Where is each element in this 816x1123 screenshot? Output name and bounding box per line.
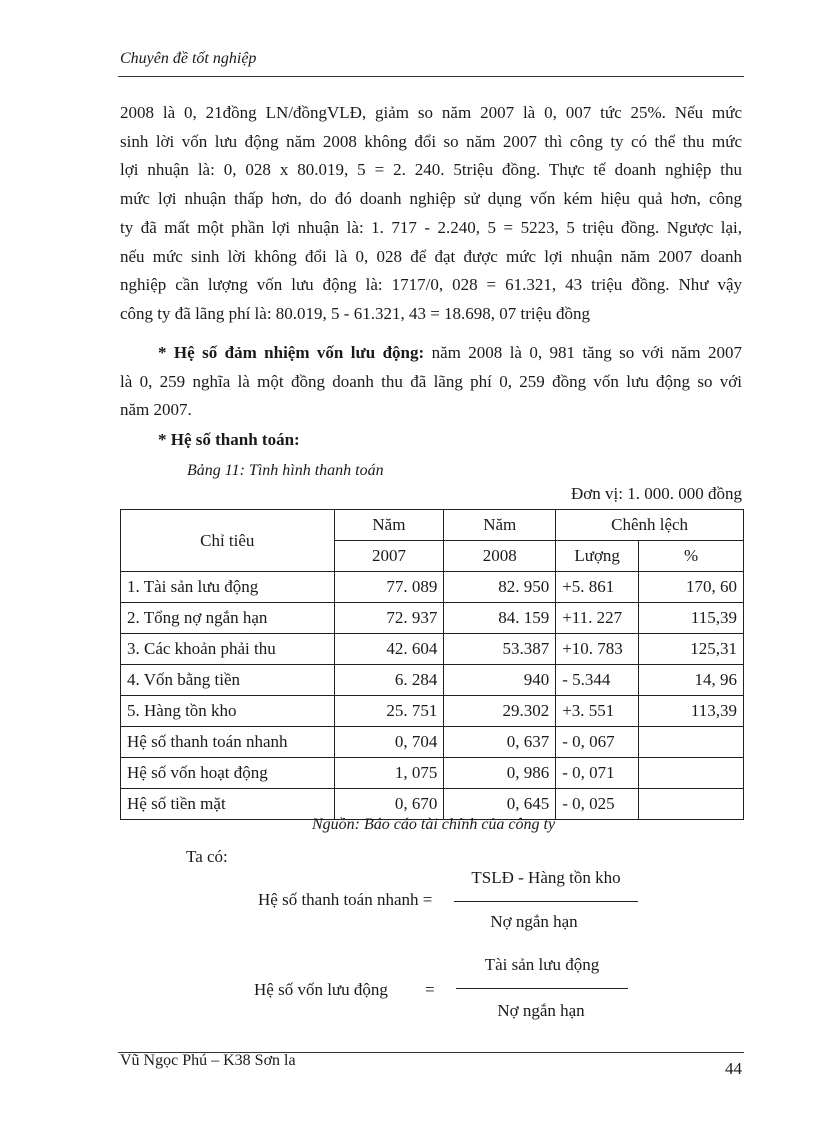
row-label: Hệ số thanh toán nhanh: [121, 727, 335, 758]
header-year-2007-value: 2007: [334, 541, 444, 572]
cell-2008: 84. 159: [444, 603, 556, 634]
unit-label: Đơn vị: 1. 000. 000 đồng: [571, 484, 742, 503]
paragraph-line: ty đã mất một phần lợi nhuận là: 1. 717 - 2.240, 5 = 5223, 5 triệu đồng. Ngược lại,: [120, 217, 742, 237]
row-label: Hệ số tiền mặt: [121, 789, 335, 820]
cell-2007: 72. 937: [334, 603, 444, 634]
row-label: 4. Vốn bằng tiền: [121, 665, 335, 696]
cell-2008: 82. 950: [444, 572, 556, 603]
cell-2007: 0, 670: [334, 789, 444, 820]
cell-2007: 0, 704: [334, 727, 444, 758]
cell-2007: 77. 089: [334, 572, 444, 603]
table-row: [121, 634, 744, 665]
cell-amount: +5. 861: [556, 572, 639, 603]
header-indicator: Chỉ tiêu: [121, 510, 335, 572]
row-label: 1. Tài sản lưu động: [121, 572, 335, 603]
table-caption: Bảng 11: Tình hình thanh toán: [187, 462, 384, 479]
row-label: Hệ số vốn hoạt động: [121, 758, 335, 789]
cell-amount: - 0, 067: [556, 727, 639, 758]
header-divider: [118, 76, 744, 77]
cell-2008: 29.302: [444, 696, 556, 727]
formula-working-capital-numerator: Tài sản lưu động: [484, 955, 600, 974]
cell-amount: +11. 227: [556, 603, 639, 634]
page-number: 44: [725, 1059, 742, 1078]
cell-amount: - 5.344: [556, 665, 639, 696]
cell-percent: [639, 789, 744, 820]
cell-2008: 0, 986: [444, 758, 556, 789]
cell-percent: 113,39: [639, 696, 744, 727]
header-percent: %: [639, 541, 744, 572]
paragraph-line: nghiệp cần lượng vốn lưu động là: 1717/0, 028 = 61.321, 43 triệu đồng. Như vậy: [120, 275, 742, 295]
formula-quick-ratio-denominator: Nợ ngắn hạn: [490, 912, 578, 931]
bold-lead: * Hệ số đảm nhiệm vốn lưu động:: [158, 343, 425, 362]
paragraph-line: mức lợi nhuận thấp hơn, do đó doanh nghiệp sử dụng vốn kém hiệu quả hơn, công: [120, 189, 742, 209]
row-label: 3. Các khoản phải thu: [121, 634, 335, 665]
footer-author: Vũ Ngọc Phú – K38 Sơn la: [120, 1052, 296, 1069]
table-row: [121, 603, 744, 634]
paragraph-line: nếu mức sinh lời không đổi là 0, 028 để đạt được mức lợi nhuận năm 2007 doanh: [120, 246, 742, 266]
formula-working-capital-denominator: Nợ ngắn hạn: [497, 1001, 585, 1020]
paragraph-line: 2008 là 0, 21đồng LN/đồngVLĐ, giảm so năm 2007 là 0, 007 tức 25%. Nếu mức: [120, 103, 742, 122]
table-row: [121, 727, 744, 758]
formula-quick-ratio-fraction-bar: [454, 901, 638, 902]
formula-working-capital-equals: =: [425, 980, 435, 999]
table-row: [121, 572, 744, 603]
paragraph-line: sinh lời vốn lưu động năm 2008 không đổi so năm 2007 thì công ty có thể thu mức: [120, 131, 742, 151]
cell-amount: +10. 783: [556, 634, 639, 665]
payment-status-table: [120, 509, 744, 820]
cell-2007: 1, 075: [334, 758, 444, 789]
formula-quick-ratio-lhs: Hệ số thanh toán nhanh =: [258, 890, 433, 909]
paragraph-capital-efficiency: [120, 99, 742, 329]
formula-quick-ratio-numerator: TSLĐ - Hàng tồn kho: [471, 868, 621, 887]
paragraph-line: lợi nhuận là: 0, 028 x 80.019, 5 = 2. 240. 5triệu đồng. Thực tế doanh nghiệp thu: [120, 160, 742, 180]
cell-2008: 53.387: [444, 634, 556, 665]
row-label: 2. Tổng nợ ngắn hạn: [121, 603, 335, 634]
paragraph-line: [120, 339, 742, 368]
cell-percent: 115,39: [639, 603, 744, 634]
paragraph-capital-burden: [120, 339, 742, 425]
table-row: [121, 696, 744, 727]
ta-co-label: Ta có:: [186, 847, 228, 866]
cell-2007: 6. 284: [334, 665, 444, 696]
header-amount: Lượng: [556, 541, 639, 572]
formula-working-capital-fraction-bar: [456, 988, 628, 989]
cell-percent: 125,31: [639, 634, 744, 665]
header-difference: Chênh lệch: [556, 510, 744, 541]
section-heading: * Hệ số thanh toán:: [158, 430, 300, 449]
paragraph-line: là 0, 259 nghĩa là một đồng doanh thu đã lãng phí 0, 259 đồng vốn lưu động so với: [120, 371, 742, 391]
cell-amount: - 0, 071: [556, 758, 639, 789]
cell-2007: 25. 751: [334, 696, 444, 727]
paragraph-line: năm 2007.: [120, 400, 192, 420]
section-heading-paragraph: [120, 426, 742, 455]
cell-percent: 170, 60: [639, 572, 744, 603]
header-year-2007: Năm: [334, 510, 444, 541]
row-label: 5. Hàng tồn kho: [121, 696, 335, 727]
header-year-2008-value: 2008: [444, 541, 556, 572]
paragraph-line: công ty đã lãng phí là: 80.019, 5 - 61.321, 43 = 18.698, 07 triệu đồng: [120, 303, 590, 323]
cell-2008: 940: [444, 665, 556, 696]
table-header-row: [121, 510, 744, 541]
paragraph-line-rest: năm 2008 là 0, 981 tăng so với năm 2007: [424, 343, 742, 362]
cell-2007: 42. 604: [334, 634, 444, 665]
formula-working-capital-lhs: Hệ số vốn lưu động: [254, 980, 388, 999]
header-year-2008: Năm: [444, 510, 556, 541]
cell-percent: 14, 96: [639, 665, 744, 696]
cell-percent: [639, 758, 744, 789]
source-note: Nguồn: Báo cáo tài chính của công ty: [312, 816, 556, 833]
page-header-title: Chuyên đề tốt nghiệp: [120, 50, 257, 67]
cell-2008: 0, 645: [444, 789, 556, 820]
cell-amount: +3. 551: [556, 696, 639, 727]
cell-2008: 0, 637: [444, 727, 556, 758]
table-row: [121, 665, 744, 696]
table-row: [121, 789, 744, 820]
cell-amount: - 0, 025: [556, 789, 639, 820]
cell-percent: [639, 727, 744, 758]
table-row: [121, 758, 744, 789]
